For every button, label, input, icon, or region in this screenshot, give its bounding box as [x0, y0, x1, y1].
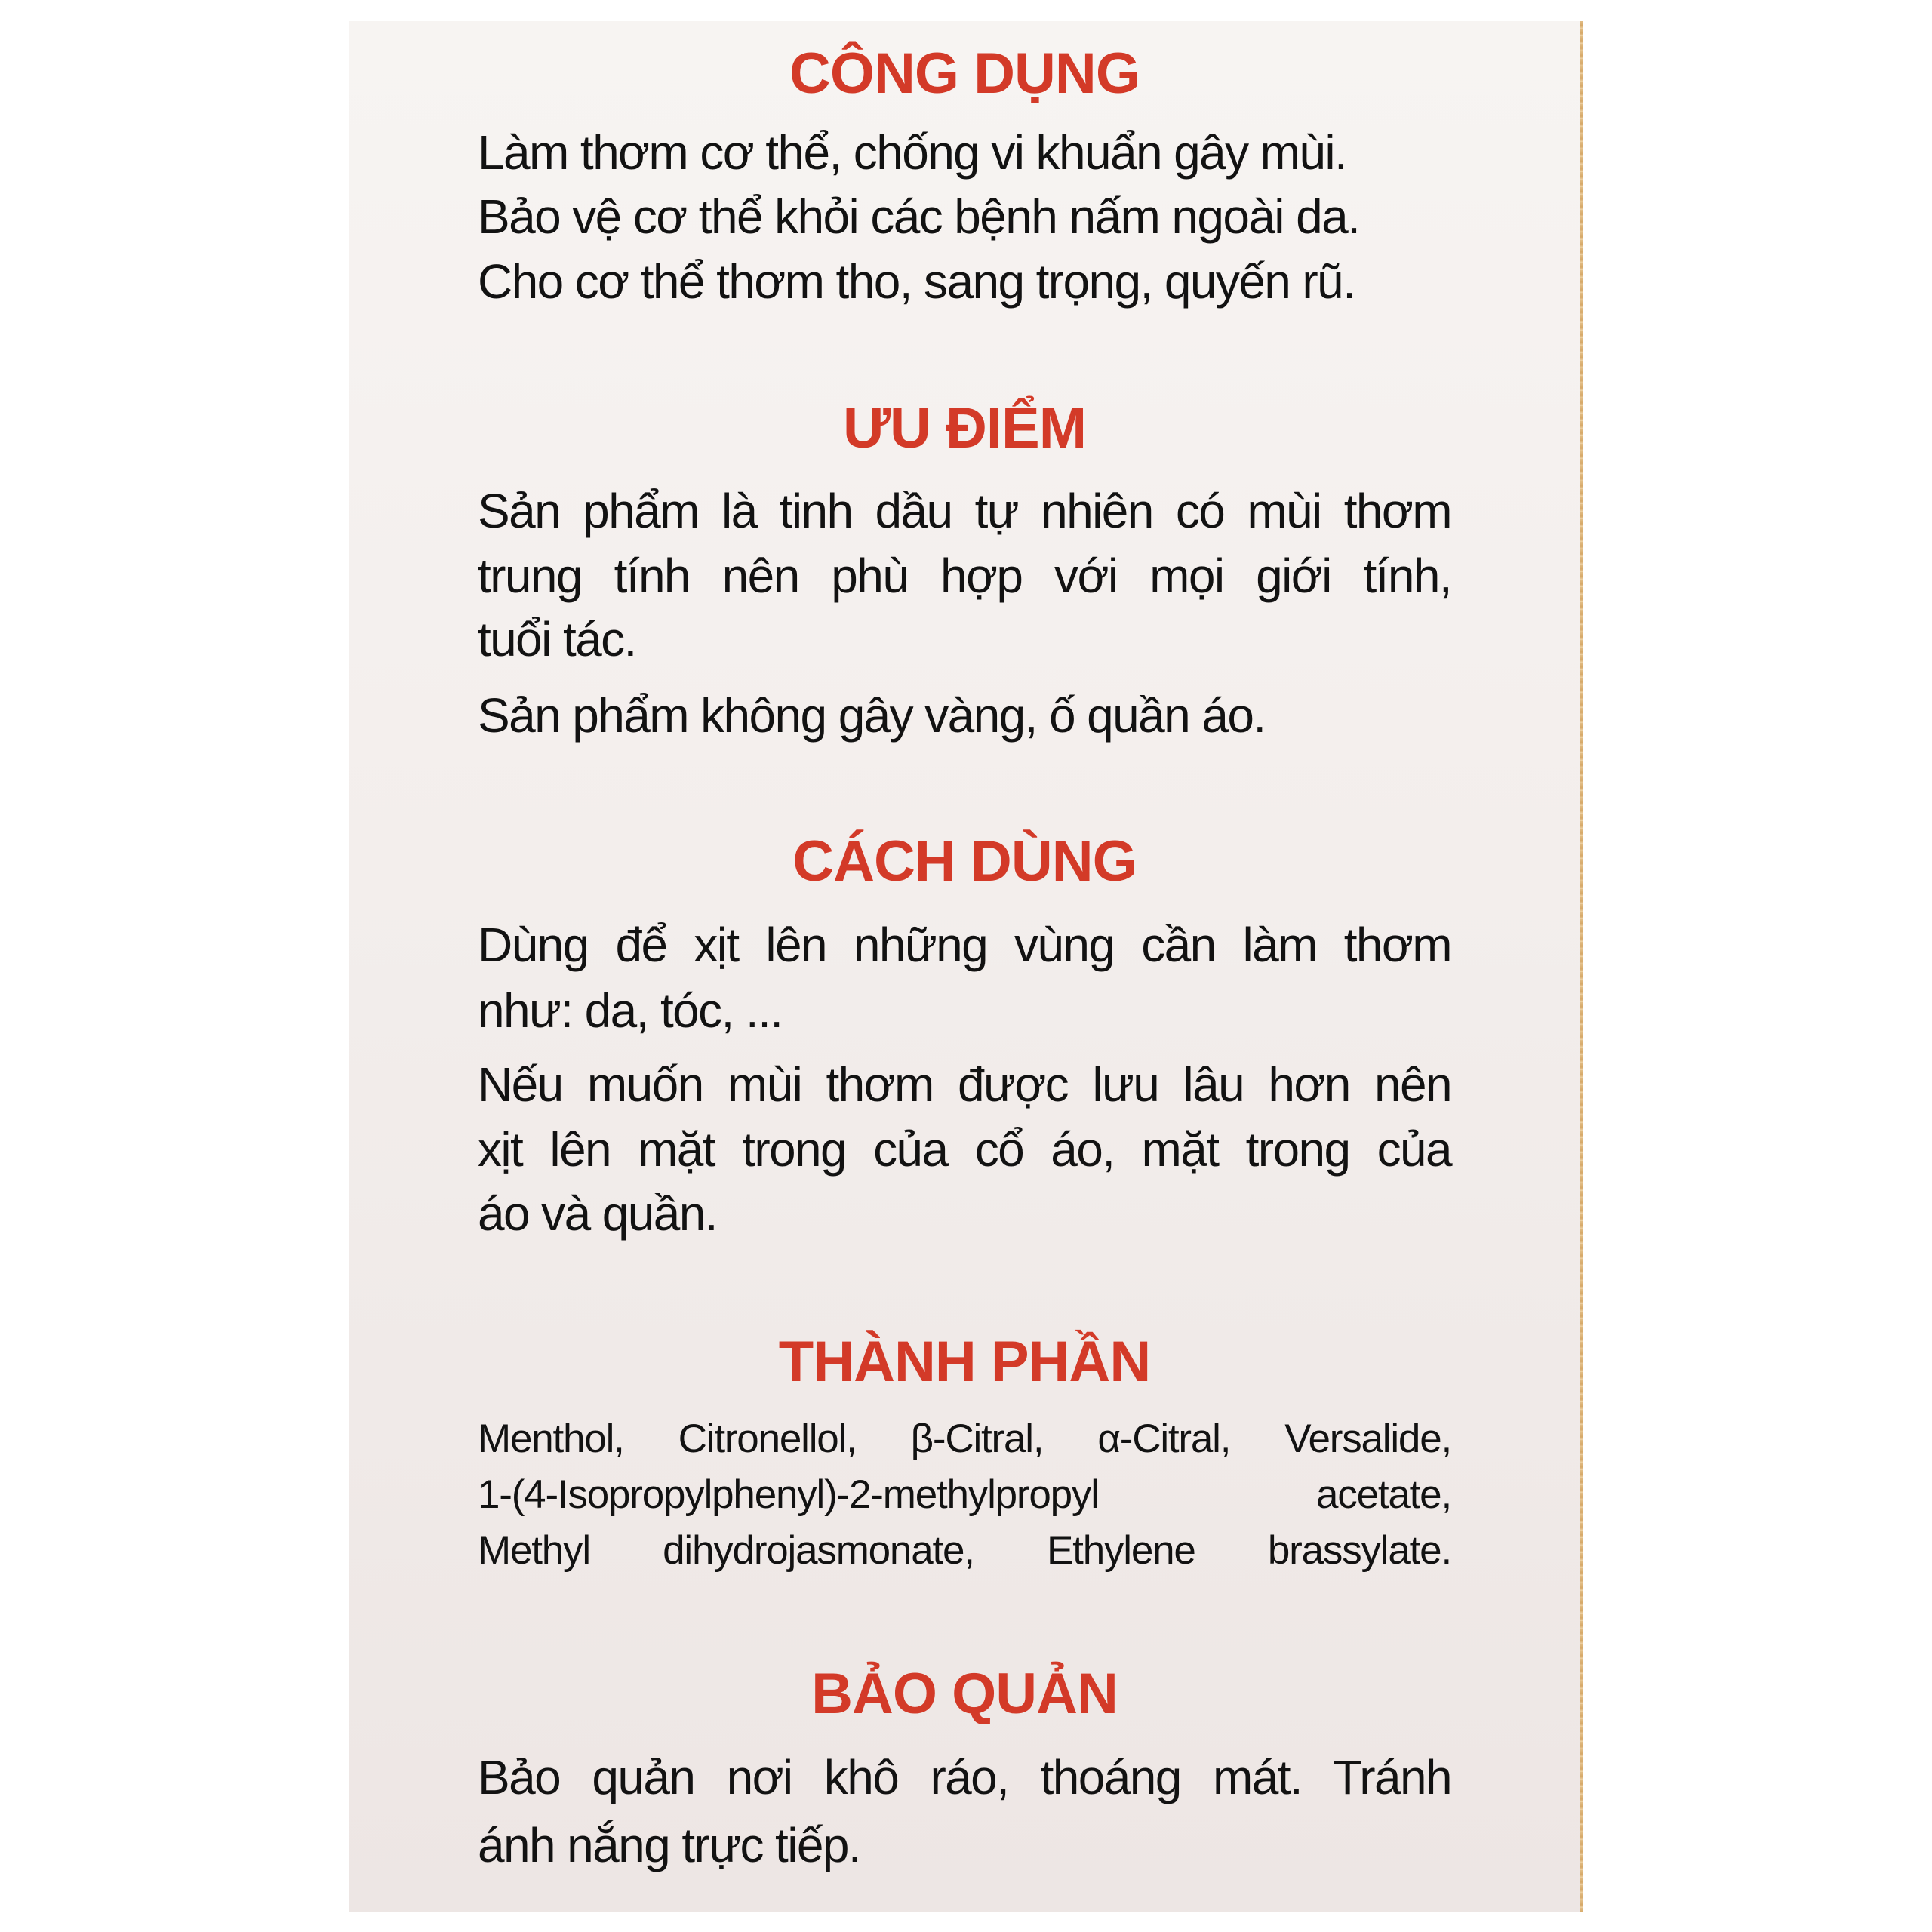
usage-line-4: xịt lên mặt trong của cổ áo, mặt trong của: [478, 1122, 1451, 1177]
usage-line-2: như: da, tóc, ...: [478, 983, 783, 1038]
storage-line-1: Bảo quản nơi khô ráo, thoáng mát. Tránh: [478, 1750, 1451, 1804]
heading-uses: CÔNG DỤNG: [789, 42, 1140, 106]
ingredients-line-2: 1-(4-Isopropylphenyl)-2-methylpropyl acetate,: [478, 1472, 1451, 1517]
storage-line-2: ánh nắng trực tiếp.: [478, 1818, 861, 1872]
card-right-edge: [1580, 21, 1583, 1912]
uses-line-1: Làm thơm cơ thể, chống vi khuẩn gây mùi.: [478, 125, 1347, 180]
usage-line-1: Dùng để xịt lên những vùng cần làm thơm: [478, 918, 1451, 972]
ingredients-line-3: Methyl dihydrojasmonate, Ethylene brassylate.: [478, 1528, 1451, 1573]
uses-line-2: Bảo vệ cơ thể khỏi các bệnh nấm ngoài da.: [478, 189, 1360, 244]
advantages-line-4: Sản phẩm không gây vàng, ố quần áo.: [478, 688, 1266, 743]
heading-storage: BẢO QUẢN: [811, 1662, 1118, 1726]
ingredients-line-1: Menthol, Citronellol, β-Citral, α-Citral, Versalide,: [478, 1417, 1451, 1461]
advantages-line-3: tuổi tác.: [478, 612, 636, 666]
heading-usage: CÁCH DÙNG: [792, 829, 1137, 894]
advantages-line-2: trung tính nên phù hợp với mọi giới tính,: [478, 549, 1451, 603]
heading-advantages: ƯU ĐIỂM: [842, 396, 1087, 460]
heading-ingredients: THÀNH PHẦN: [778, 1330, 1151, 1394]
usage-line-5: áo và quần.: [478, 1186, 717, 1241]
uses-line-3: Cho cơ thể thơm tho, sang trọng, quyến rũ.: [478, 254, 1355, 309]
usage-line-3: Nếu muốn mùi thơm được lưu lâu hơn nên: [478, 1057, 1451, 1112]
advantages-line-1: Sản phẩm là tinh dầu tự nhiên có mùi thơm: [478, 484, 1451, 538]
